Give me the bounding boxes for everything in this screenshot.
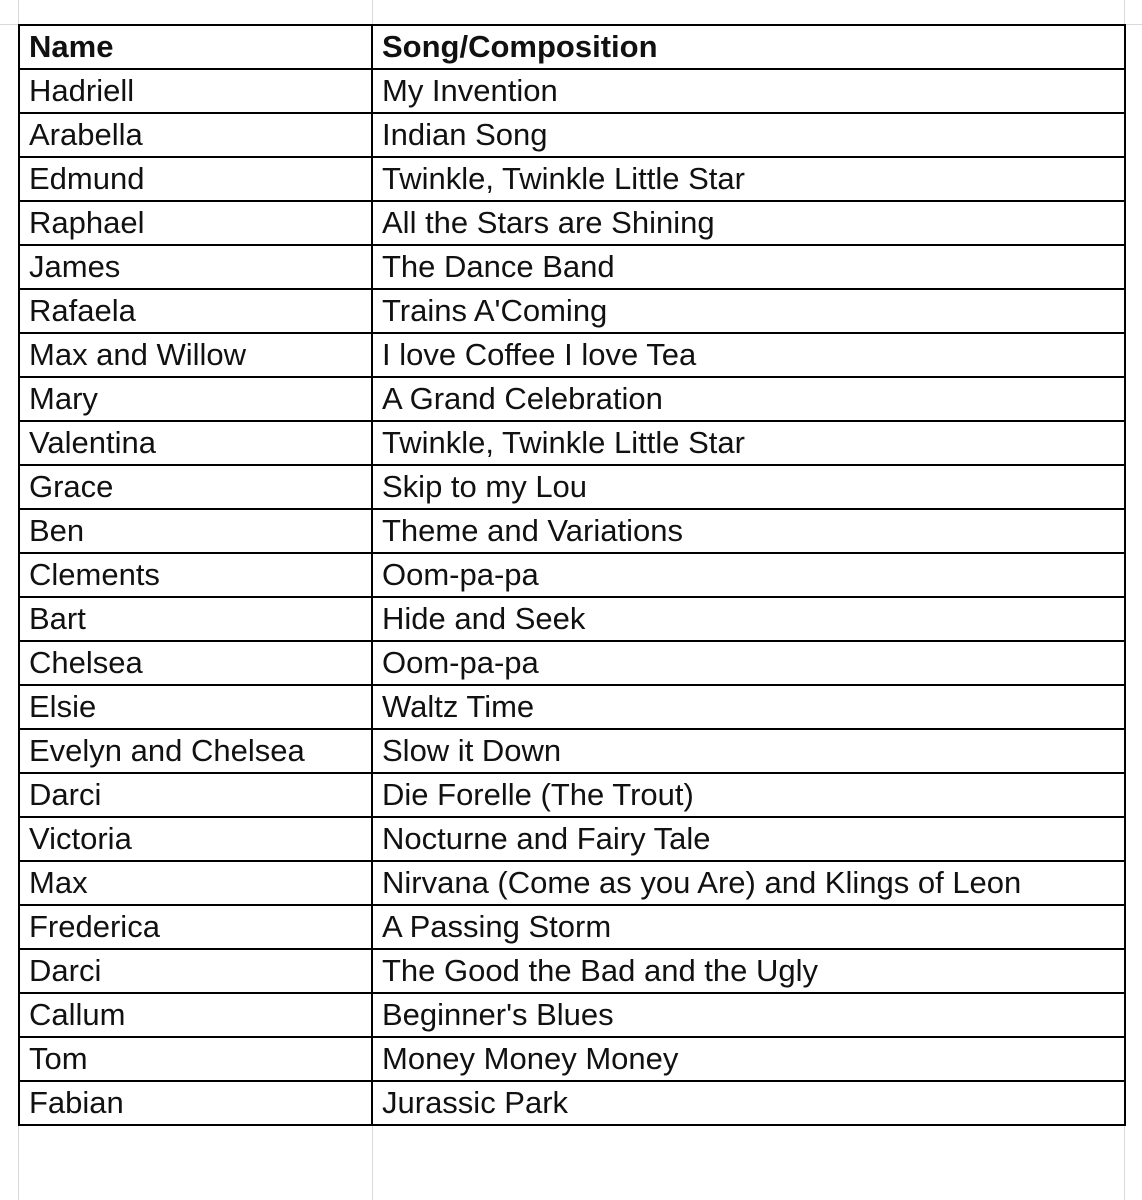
name-cell[interactable]: Fabian [19, 1081, 372, 1125]
song-cell[interactable]: My Invention [372, 69, 1125, 113]
name-cell[interactable]: Max [19, 861, 372, 905]
name-cell[interactable]: Victoria [19, 817, 372, 861]
name-cell[interactable]: Ben [19, 509, 372, 553]
table-row [19, 1037, 1125, 1081]
song-cell[interactable]: Nocturne and Fairy Tale [372, 817, 1125, 861]
name-cell[interactable]: Darci [19, 949, 372, 993]
table-row [19, 685, 1125, 729]
table-row [19, 817, 1125, 861]
song-cell[interactable]: Twinkle, Twinkle Little Star [372, 421, 1125, 465]
table-row [19, 113, 1125, 157]
song-cell[interactable]: Die Forelle (The Trout) [372, 773, 1125, 817]
name-cell[interactable]: Grace [19, 465, 372, 509]
song-cell[interactable]: The Good the Bad and the Ugly [372, 949, 1125, 993]
spreadsheet-table [18, 24, 1126, 1126]
table-body [19, 69, 1125, 1125]
table-row [19, 421, 1125, 465]
table-row [19, 905, 1125, 949]
table-row [19, 773, 1125, 817]
name-cell[interactable]: Callum [19, 993, 372, 1037]
song-cell[interactable]: Skip to my Lou [372, 465, 1125, 509]
table-row [19, 333, 1125, 377]
table-row [19, 641, 1125, 685]
table-row [19, 465, 1125, 509]
name-cell[interactable]: Frederica [19, 905, 372, 949]
table-row [19, 861, 1125, 905]
song-cell[interactable]: Waltz Time [372, 685, 1125, 729]
song-cell[interactable]: Trains A'Coming [372, 289, 1125, 333]
song-cell[interactable]: A Passing Storm [372, 905, 1125, 949]
name-cell[interactable]: Tom [19, 1037, 372, 1081]
name-cell[interactable]: Raphael [19, 201, 372, 245]
name-cell[interactable]: Darci [19, 773, 372, 817]
song-cell[interactable]: I love Coffee I love Tea [372, 333, 1125, 377]
song-cell[interactable]: Jurassic Park [372, 1081, 1125, 1125]
table-row [19, 949, 1125, 993]
name-cell[interactable]: Clements [19, 553, 372, 597]
name-cell[interactable]: Rafaela [19, 289, 372, 333]
song-cell[interactable]: Oom-pa-pa [372, 641, 1125, 685]
table-row [19, 597, 1125, 641]
table-row [19, 157, 1125, 201]
header-cell-song[interactable]: Song/Composition [372, 25, 1125, 69]
song-cell[interactable]: A Grand Celebration [372, 377, 1125, 421]
name-cell[interactable]: Elsie [19, 685, 372, 729]
name-cell[interactable]: Max and Willow [19, 333, 372, 377]
table-row [19, 245, 1125, 289]
table-row [19, 729, 1125, 773]
table-row [19, 377, 1125, 421]
song-cell[interactable]: The Dance Band [372, 245, 1125, 289]
song-cell[interactable]: Twinkle, Twinkle Little Star [372, 157, 1125, 201]
name-cell[interactable]: Bart [19, 597, 372, 641]
song-cell[interactable]: Indian Song [372, 113, 1125, 157]
song-cell[interactable]: Oom-pa-pa [372, 553, 1125, 597]
song-cell[interactable]: Hide and Seek [372, 597, 1125, 641]
name-cell[interactable]: Evelyn and Chelsea [19, 729, 372, 773]
header-row [19, 25, 1125, 69]
table-row [19, 993, 1125, 1037]
name-cell[interactable]: Mary [19, 377, 372, 421]
name-cell[interactable]: Arabella [19, 113, 372, 157]
name-cell[interactable]: Edmund [19, 157, 372, 201]
table-row [19, 201, 1125, 245]
name-cell[interactable]: Valentina [19, 421, 372, 465]
table-row [19, 289, 1125, 333]
table-row [19, 509, 1125, 553]
table-row [19, 1081, 1125, 1125]
name-cell[interactable]: Hadriell [19, 69, 372, 113]
song-cell[interactable]: Beginner's Blues [372, 993, 1125, 1037]
song-cell[interactable]: Slow it Down [372, 729, 1125, 773]
table-row [19, 69, 1125, 113]
song-cell[interactable]: Money Money Money [372, 1037, 1125, 1081]
name-cell[interactable]: James [19, 245, 372, 289]
song-cell[interactable]: All the Stars are Shining [372, 201, 1125, 245]
song-cell[interactable]: Theme and Variations [372, 509, 1125, 553]
name-cell[interactable]: Chelsea [19, 641, 372, 685]
header-cell-name[interactable]: Name [19, 25, 372, 69]
table-row [19, 553, 1125, 597]
song-cell[interactable]: Nirvana (Come as you Are) and Klings of Leon [372, 861, 1125, 905]
